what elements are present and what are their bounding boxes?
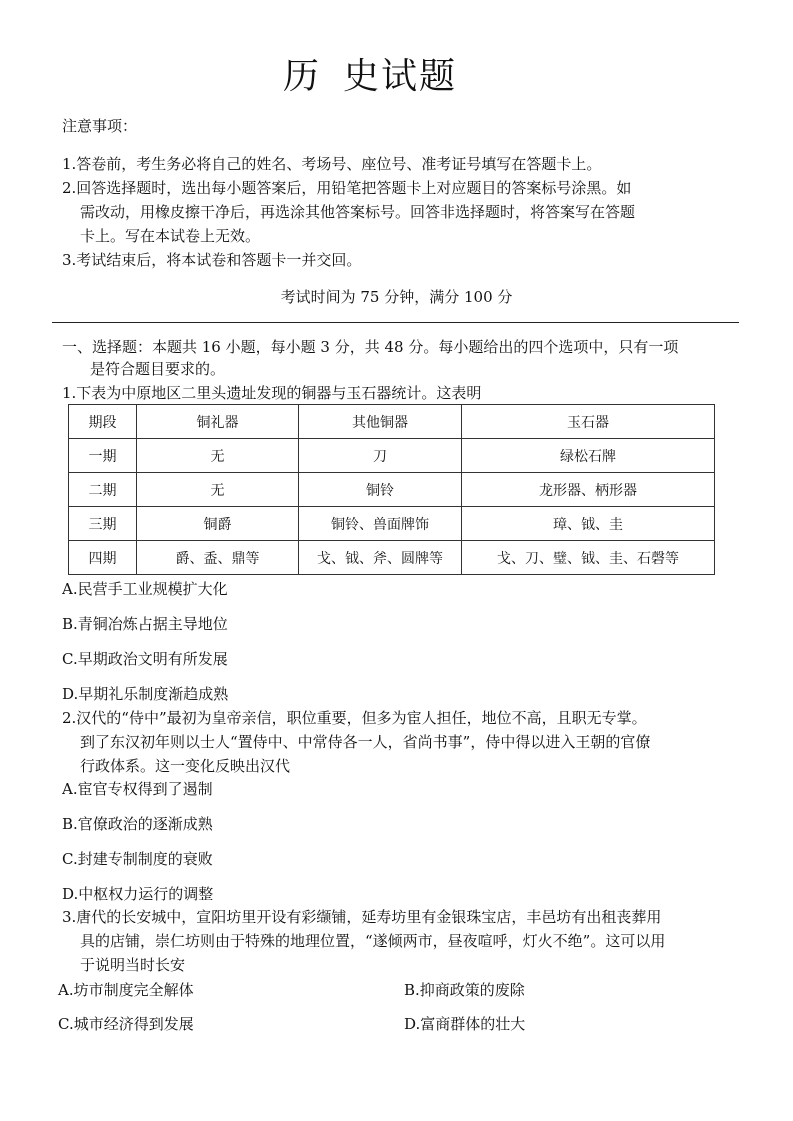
section-heading-continued: 是符合题目要求的。 bbox=[90, 360, 226, 378]
title-part-2: 史试题 bbox=[343, 56, 458, 97]
notice-item: 2.回答选择题时，选出每小题答案后，用铅笔把答题卡上对应题目的答案标号涂黑。如 bbox=[62, 179, 632, 197]
page-title bbox=[0, 48, 740, 99]
question-1-option-b: B.青铜冶炼占据主导地位 bbox=[62, 615, 228, 633]
question-1-option-a: A.民营手工业规模扩大化 bbox=[62, 580, 228, 598]
title-part-1: 历 bbox=[282, 56, 321, 97]
question-2-option-d: D.中枢权力运行的调整 bbox=[62, 885, 214, 903]
table-cell: 三期 bbox=[69, 507, 137, 541]
table-cell: 无 bbox=[137, 439, 299, 473]
table-header-row bbox=[69, 405, 715, 439]
notice-item: 3.考试结束后，将本试卷和答题卡一并交回。 bbox=[62, 251, 362, 269]
table-cell: 戈、钺、斧、圆牌等 bbox=[299, 541, 462, 575]
section-heading: 一、选择题：本题共 16 小题，每小题 3 分，共 48 分。每小题给出的四个选项中，只有一项 bbox=[62, 338, 679, 356]
question-3-stem-continued: 于说明当时长安 bbox=[80, 956, 186, 974]
table-row bbox=[69, 507, 715, 541]
table-header: 铜礼器 bbox=[137, 405, 299, 439]
table-cell: 铜铃、兽面牌饰 bbox=[299, 507, 462, 541]
question-2-stem-continued: 行政体系。这一变化反映出汉代 bbox=[80, 757, 291, 775]
table-cell: 四期 bbox=[69, 541, 137, 575]
question-2-stem: 2.汉代的“侍中”最初为皇帝亲信，职位重要，但多为宦人担任，地位不高，且职无专掌。 bbox=[62, 709, 647, 727]
notice-item-continued: 卡上。写在本试卷上无效。 bbox=[80, 227, 261, 245]
exam-info: 考试时间为 75 分钟，满分 100 分 bbox=[280, 288, 513, 306]
notice-item: 1.答卷前，考生务必将自己的姓名、考场号、座位号、准考证号填写在答题卡上。 bbox=[62, 155, 602, 173]
table-header: 玉石器 bbox=[462, 405, 715, 439]
question-2-option-b: B.官僚政治的逐渐成熟 bbox=[62, 815, 213, 833]
question-3-option-a: A.坊市制度完全解体 bbox=[58, 981, 194, 999]
table-row bbox=[69, 541, 715, 575]
question-3-option-b: B.抑商政策的废除 bbox=[404, 981, 525, 999]
question-1-option-c: C.早期政治文明有所发展 bbox=[62, 650, 228, 668]
question-2-stem-continued: 到了东汉初年则以士人“置侍中、中常侍各一人，省尚书事”，侍中得以进入王朝的官僚 bbox=[80, 733, 651, 751]
notice-heading: 注意事项： bbox=[62, 117, 138, 135]
table-row bbox=[69, 473, 715, 507]
question-2-option-a: A.宦官专权得到了遏制 bbox=[62, 780, 213, 798]
table-header: 其他铜器 bbox=[299, 405, 462, 439]
question-3-option-d: D.富商群体的壮大 bbox=[404, 1015, 526, 1033]
table-cell: 铜铃 bbox=[299, 473, 462, 507]
table-cell: 刀 bbox=[299, 439, 462, 473]
table-cell: 铜爵 bbox=[137, 507, 299, 541]
table-cell: 绿松石牌 bbox=[462, 439, 715, 473]
divider-line bbox=[52, 322, 739, 323]
table-cell: 戈、刀、璧、钺、圭、石磬等 bbox=[462, 541, 715, 575]
question-1-stem: 1.下表为中原地区二里头遗址发现的铜器与玉石器统计。这表明 bbox=[62, 384, 482, 402]
table-cell: 龙形器、柄形器 bbox=[462, 473, 715, 507]
table-cell: 一期 bbox=[69, 439, 137, 473]
table-cell: 二期 bbox=[69, 473, 137, 507]
question-3-stem-continued: 具的店铺，崇仁坊则由于特殊的地理位置，“遂倾两市，昼夜喧呼，灯火不绝”。这可以用 bbox=[80, 932, 666, 950]
table-cell: 璋、钺、圭 bbox=[462, 507, 715, 541]
question-1-option-d: D.早期礼乐制度渐趋成熟 bbox=[62, 685, 229, 703]
table-cell: 爵、盉、鼎等 bbox=[137, 541, 299, 575]
table-cell: 无 bbox=[137, 473, 299, 507]
question-3-option-c: C.城市经济得到发展 bbox=[58, 1015, 194, 1033]
question-3-stem: 3.唐代的长安城中，宣阳坊里开设有彩缬铺，延寿坊里有金银珠宝店，丰邑坊有出租丧葬用 bbox=[62, 908, 662, 926]
bronze-jade-table bbox=[68, 404, 715, 575]
notice-item-continued: 需改动，用橡皮擦干净后，再选涂其他答案标号。回答非选择题时，将答案写在答题 bbox=[80, 203, 636, 221]
question-2-option-c: C.封建专制制度的衰败 bbox=[62, 850, 213, 868]
table-header: 期段 bbox=[69, 405, 137, 439]
table-row bbox=[69, 439, 715, 473]
